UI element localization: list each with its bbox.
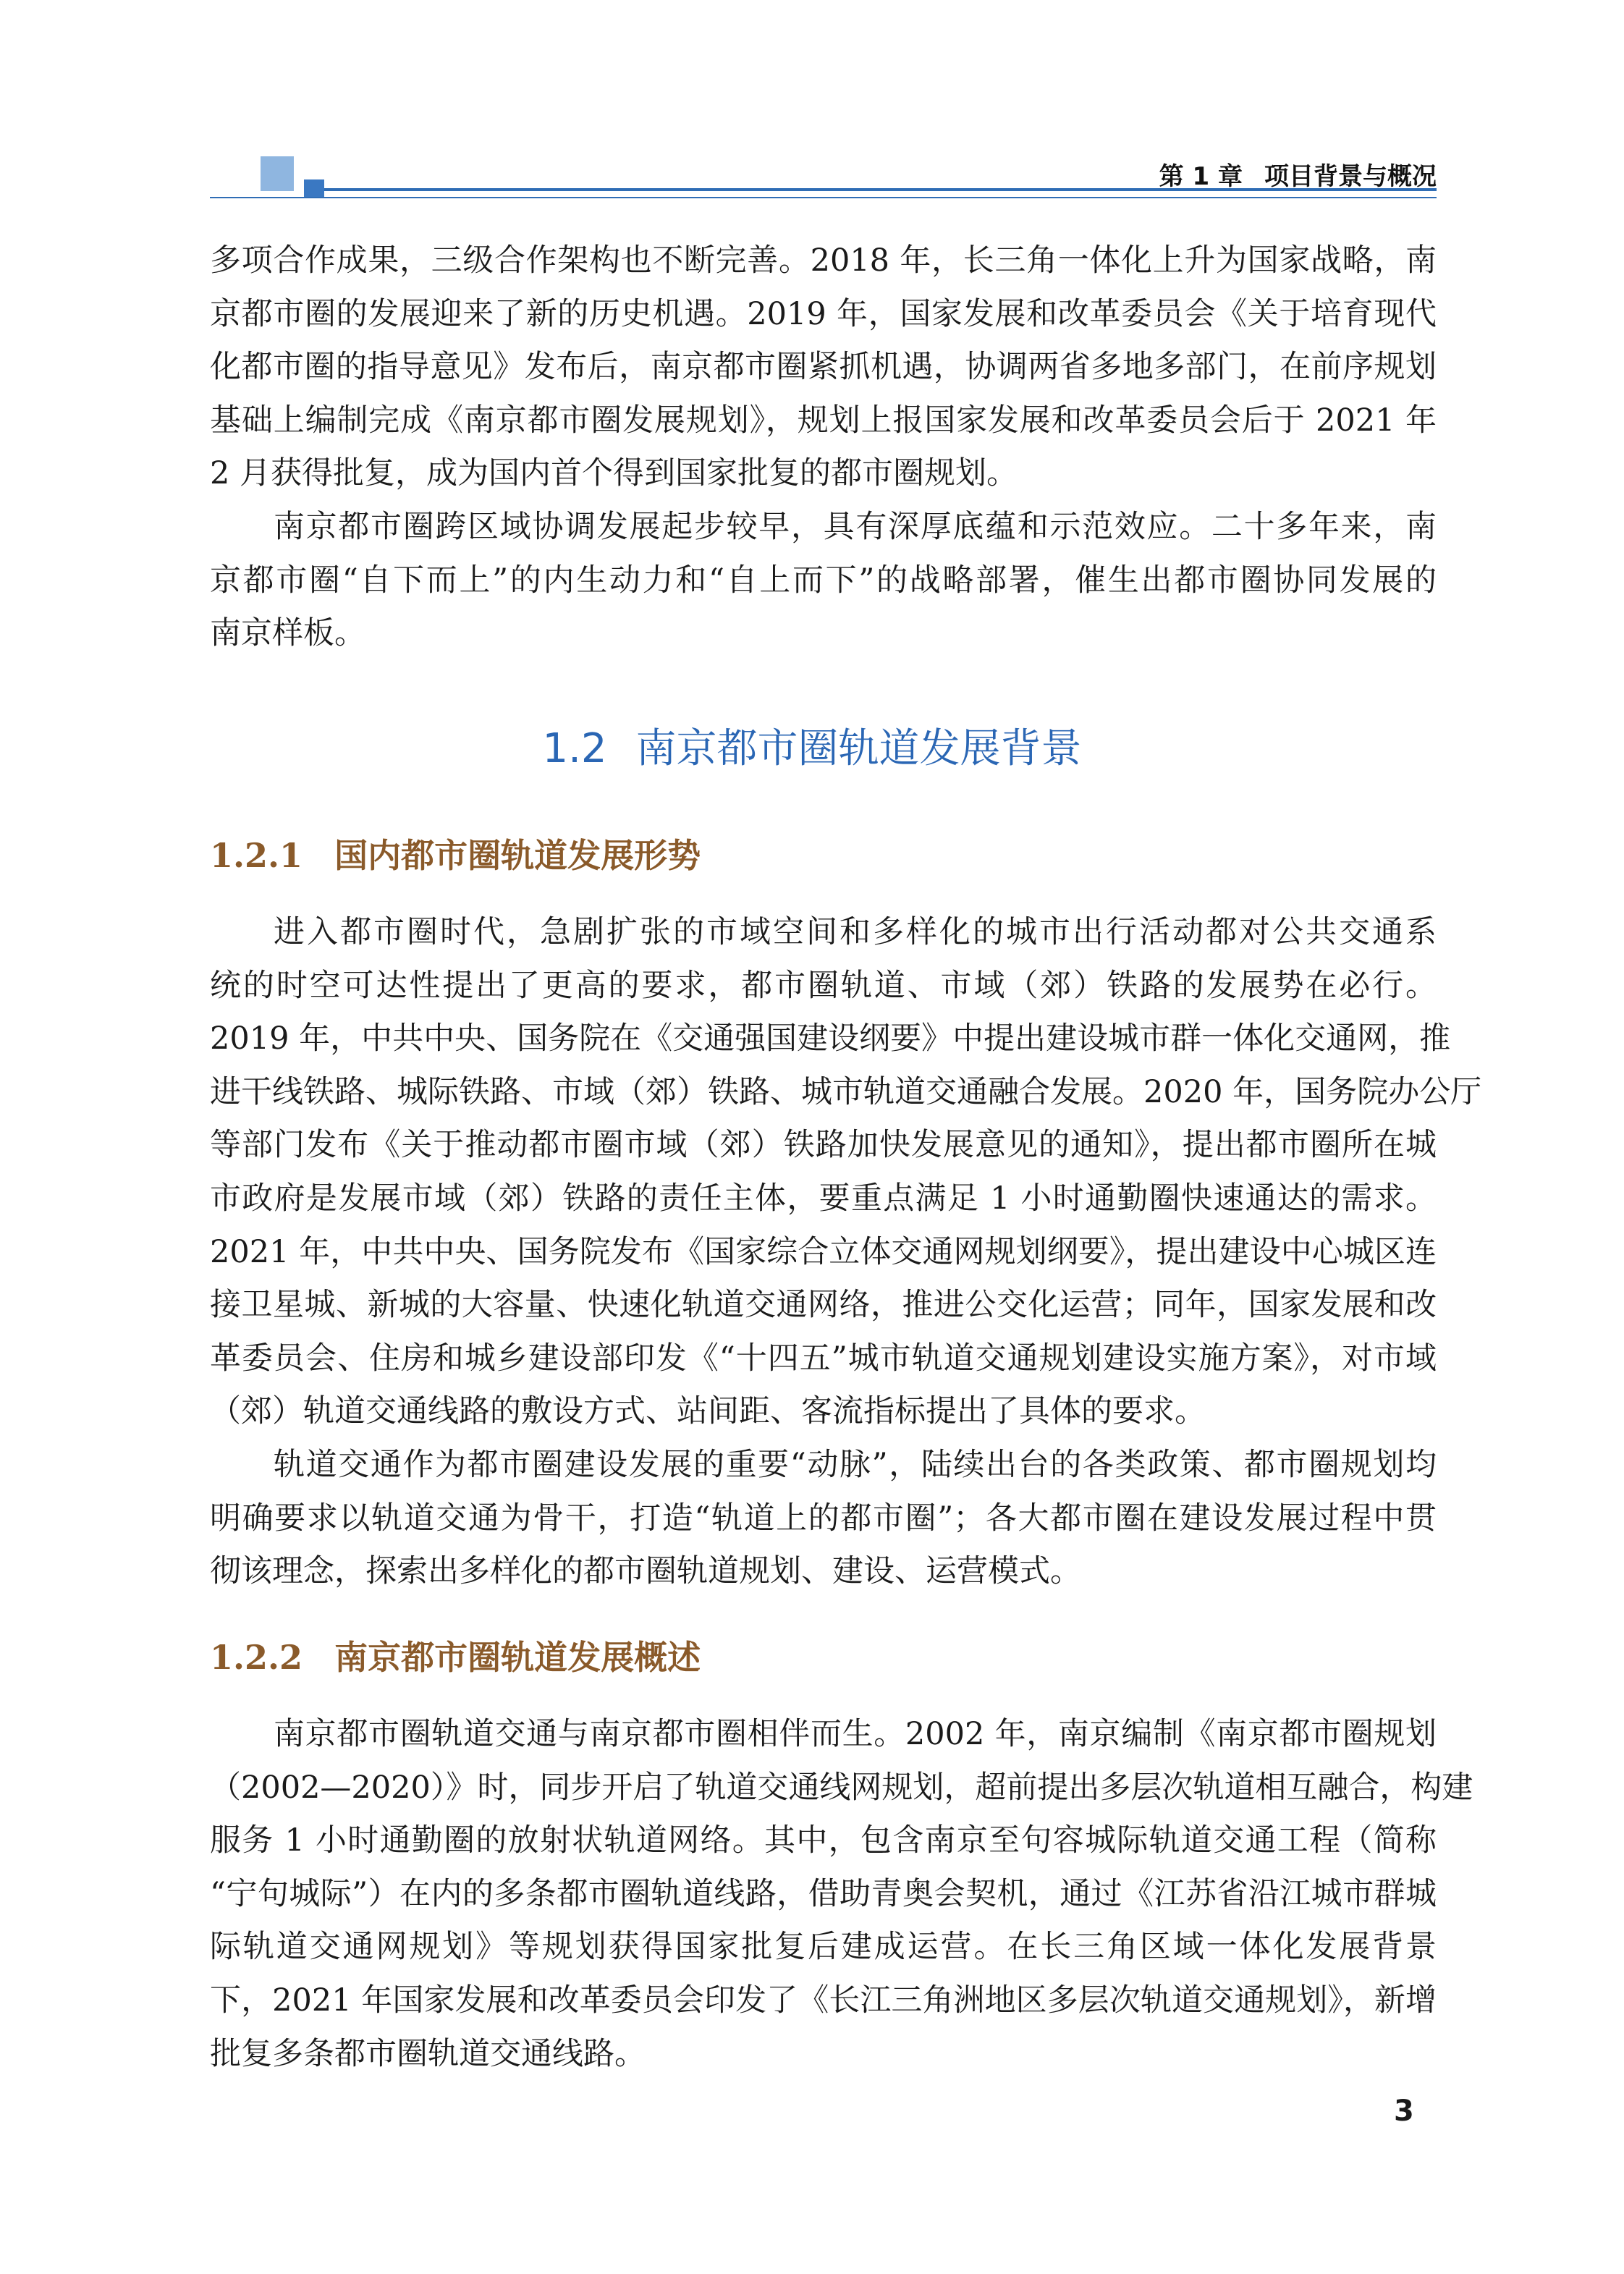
running-header (1159, 156, 1437, 192)
text-line: 基础上编制完成《南京都市圈发展规划》，规划上报国家发展和改革委员会后于 2021 年 (210, 402, 1437, 439)
header-rule-thin (210, 197, 1437, 198)
text-line: 京都市圈的发展迎来了新的历史机遇。2019 年，国家发展和改革委员会《关于培育现代 (210, 295, 1437, 332)
text-line: 下，2021 年国家发展和改革委员会印发了《长江三角洲地区多层次轨道交通规划》，新增 (210, 1982, 1437, 2019)
text-line: 统的时空可达性提出了更高的要求，都市圈轨道、市域（郊）铁路的发展势在必行。 (210, 967, 1437, 1004)
section-heading (0, 717, 1624, 774)
text-line: 南京样板。 (210, 615, 365, 652)
text-line: 市政府是发展市域（郊）铁路的责任主体，要重点满足 1 小时通勤圈快速通达的需求。 (210, 1180, 1437, 1217)
subsection-heading-2 (210, 1631, 701, 1679)
subsection-heading-1 (210, 829, 701, 877)
text-line: 南京都市圈跨区域协调发展起步较早，具有深厚底蕴和示范效应。二十多年来，南 (274, 509, 1437, 545)
section-number: 1.2 (542, 725, 607, 772)
subsection-title: 南京都市圈轨道发展概述 (334, 1638, 701, 1677)
text-line: 明确要求以轨道交通为骨干，打造“轨道上的都市圈”；各大都市圈在建设发展过程中贯 (210, 1500, 1437, 1537)
text-line: 南京都市圈轨道交通与南京都市圈相伴而生。2002 年，南京编制《南京都市圈规划 (274, 1716, 1437, 1752)
text-line: 2019 年，中共中央、国务院在《交通强国建设纲要》中提出建设城市群一体化交通网，推 (210, 1020, 1451, 1057)
text-line: 京都市圈“自下而上”的内生动力和“自上而下”的战略部署，催生出都市圈协同发展的 (210, 562, 1437, 599)
text-line: “宁句城际”）在内的多条都市圈轨道线路，借助青奥会契机，通过《江苏省沿江城市群城 (210, 1875, 1437, 1912)
text-line: 彻该理念，探索出多样化的都市圈轨道规划、建设、运营模式。 (210, 1553, 1081, 1590)
chapter-number: 第 1 章 (1159, 162, 1243, 191)
text-line: 轨道交通作为都市圈建设发展的重要“动脉”，陆续出台的各类政策、都市圈规划均 (274, 1447, 1437, 1483)
section-title: 南京都市圈轨道发展背景 (635, 725, 1082, 772)
text-line: 等部门发布《关于推动都市圈市域（郊）铁路加快发展意见的通知》，提出都市圈所在城 (210, 1127, 1437, 1164)
text-line: （2002—2020）》时，同步开启了轨道交通线网规划，超前提出多层次轨道相互融合，构建 (210, 1769, 1473, 1806)
page-number: 3 (1394, 2095, 1414, 2128)
subsection-title: 国内都市圈轨道发展形势 (334, 836, 701, 875)
text-line: 进干线铁路、城际铁路、市域（郊）铁路、城市轨道交通融合发展。2020 年，国务院办公厅 (210, 1073, 1482, 1110)
text-line: 服务 1 小时通勤圈的放射状轨道网络。其中，包含南京至句容城际轨道交通工程（简称 (210, 1822, 1437, 1859)
text-line: （郊）轨道交通线路的敷设方式、站间距、客流指标提出了具体的要求。 (210, 1393, 1206, 1430)
text-line: 革委员会、住房和城乡建设部印发《“十四五”城市轨道交通规划建设实施方案》，对市域 (210, 1340, 1437, 1377)
text-line: 际轨道交通网规划》等规划获得国家批复后建成运营。在长三角区域一体化发展背景 (210, 1929, 1437, 1966)
text-line: 2021 年，中共中央、国务院发布《国家综合立体交通网规划纲要》，提出建设中心城区连 (210, 1233, 1437, 1270)
text-line: 化都市圈的指导意见》发布后，南京都市圈紧抓机遇，协调两省多地多部门，在前序规划 (210, 349, 1437, 386)
text-line: 接卫星城、新城的大容量、快速化轨道交通网络，推进公交化运营；同年，国家发展和改 (210, 1287, 1437, 1324)
subsection-number: 1.2.1 (210, 836, 303, 875)
chapter-title: 项目背景与概况 (1264, 162, 1437, 191)
subsection-number: 1.2.2 (210, 1638, 303, 1677)
header-decor-square-large (261, 156, 294, 191)
text-line: 批复多条都市圈轨道交通线路。 (210, 2035, 646, 2072)
header-decor-square-small (304, 179, 324, 198)
text-line: 进入都市圈时代，急剧扩张的市域空间和多样化的城市出行活动都对公共交通系 (274, 914, 1437, 950)
text-line: 多项合作成果，三级合作架构也不断完善。2018 年，长三角一体化上升为国家战略，南 (210, 242, 1437, 279)
text-line: 2 月获得批复，成为国内首个得到国家批复的都市圈规划。 (210, 455, 1018, 492)
